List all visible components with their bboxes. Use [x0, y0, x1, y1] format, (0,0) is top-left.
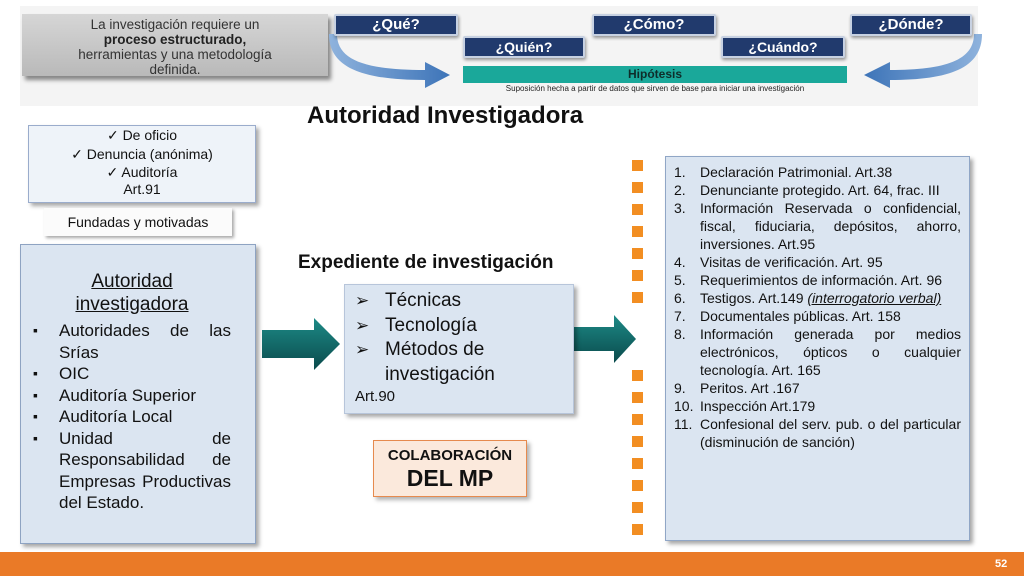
expediente-article: Art.90	[355, 388, 396, 405]
origin-article: Art.91	[123, 180, 161, 197]
colaboracion-box	[373, 440, 527, 497]
separator-dot	[632, 458, 643, 469]
list-item: 11. Confesional del serv. pub. o del particular (disminución de sanción)	[674, 416, 961, 450]
slide-title: Autoridad Investigadora	[307, 102, 584, 129]
separator-dot	[632, 480, 643, 491]
curved-arrow-right-icon	[325, 30, 475, 90]
authority-list	[33, 320, 231, 514]
separator-dot	[632, 370, 643, 381]
list-item: 8. Información generada por medios electrónicos, ópticos o cualquier tecnología. Art. 165	[674, 326, 961, 378]
list-item: ▪ OIC	[33, 363, 231, 385]
colaboracion-line2: DEL MP	[406, 465, 494, 491]
separator-dot	[632, 292, 643, 303]
list-item: 5. Requerimientos de información. Art. 96	[674, 272, 943, 288]
separator-dot	[632, 436, 643, 447]
fundadas-label: Fundadas y motivadas	[44, 208, 232, 236]
list-item: 7. Documentales públicas. Art. 158	[674, 308, 901, 324]
separator-dot	[632, 160, 643, 171]
origin-item: ✓ Auditoría	[106, 164, 178, 180]
separator-dot	[632, 414, 643, 425]
requirements-box	[665, 156, 970, 541]
separator-dot	[632, 204, 643, 215]
question-como: ¿Cómo?	[592, 14, 716, 36]
question-quien: ¿Quién?	[463, 36, 585, 58]
list-item: ▪ Auditoría Local	[33, 406, 231, 428]
question-donde: ¿Dónde?	[850, 14, 972, 36]
separator-dot	[632, 392, 643, 403]
list-item: 6. Testigos. Art.149 (interrogatorio verbal)	[674, 290, 942, 306]
intro-line: definida.	[149, 62, 201, 77]
intro-box	[22, 14, 328, 76]
expediente-box	[344, 284, 574, 414]
list-item: 3. Información Reservada o confidencial, fiscal, fiduciaria, depósitos, ahorro, inversiones. Art.95	[674, 200, 961, 252]
list-item: 2. Denunciante protegido. Art. 64, frac. III	[674, 182, 940, 198]
expediente-title: Expediente de investigación	[298, 252, 554, 273]
hypothesis-bar: Hipótesis	[463, 66, 847, 83]
hypothesis-definition: Suposición hecha a partir de datos que sirven de base para iniciar una investigación	[505, 84, 805, 93]
question-cuando: ¿Cuándo?	[721, 36, 845, 58]
list-item: 4. Visitas de verificación. Art. 95	[674, 254, 883, 270]
list-item: ▪ Autoridades de las Srías	[33, 320, 231, 363]
expediente-list	[355, 289, 565, 387]
list-item: ➢ Métodos de investigación	[355, 338, 565, 387]
origin-item: ✓ De oficio	[106, 127, 178, 143]
origins-box	[28, 125, 256, 203]
intro-line: La investigación requiere un	[90, 17, 260, 32]
colaboracion-line1: COLABORACIÓN	[387, 447, 513, 464]
testigos-note: (interrogatorio verbal)	[807, 290, 942, 306]
separator-dot	[632, 226, 643, 237]
footer-bar	[0, 552, 1024, 576]
separator-dot	[632, 248, 643, 259]
separator-dot	[632, 182, 643, 193]
intro-line-bold: proceso estructurado,	[103, 32, 247, 47]
authority-box	[20, 244, 256, 544]
arrow-right-icon	[574, 315, 636, 363]
separator-dot	[632, 502, 643, 513]
list-item: ▪ Unidad de Responsabilidad de Empresas Productivas del Estado.	[33, 428, 231, 514]
list-item: 1. Declaración Patrimonial. Art.38	[674, 164, 893, 180]
authority-title: Autoridad investigadora	[75, 271, 189, 315]
list-item: ▪ Auditoría Superior	[33, 385, 231, 407]
list-item: ➢ Tecnología	[355, 314, 565, 339]
origin-item: ✓ Denuncia (anónima)	[71, 145, 213, 162]
curved-arrow-left-icon	[850, 30, 990, 90]
intro-line: herramientas y una metodología	[78, 47, 272, 62]
list-item: 9. Peritos. Art .167	[674, 380, 800, 396]
separator-dot	[632, 270, 643, 281]
question-que: ¿Qué?	[334, 14, 458, 36]
arrow-right-icon	[262, 318, 340, 370]
page-number: 52	[995, 558, 1008, 570]
separator-dot	[632, 524, 643, 535]
list-item: ➢ Técnicas	[355, 289, 565, 314]
list-item: 10. Inspección Art.179	[674, 398, 816, 414]
